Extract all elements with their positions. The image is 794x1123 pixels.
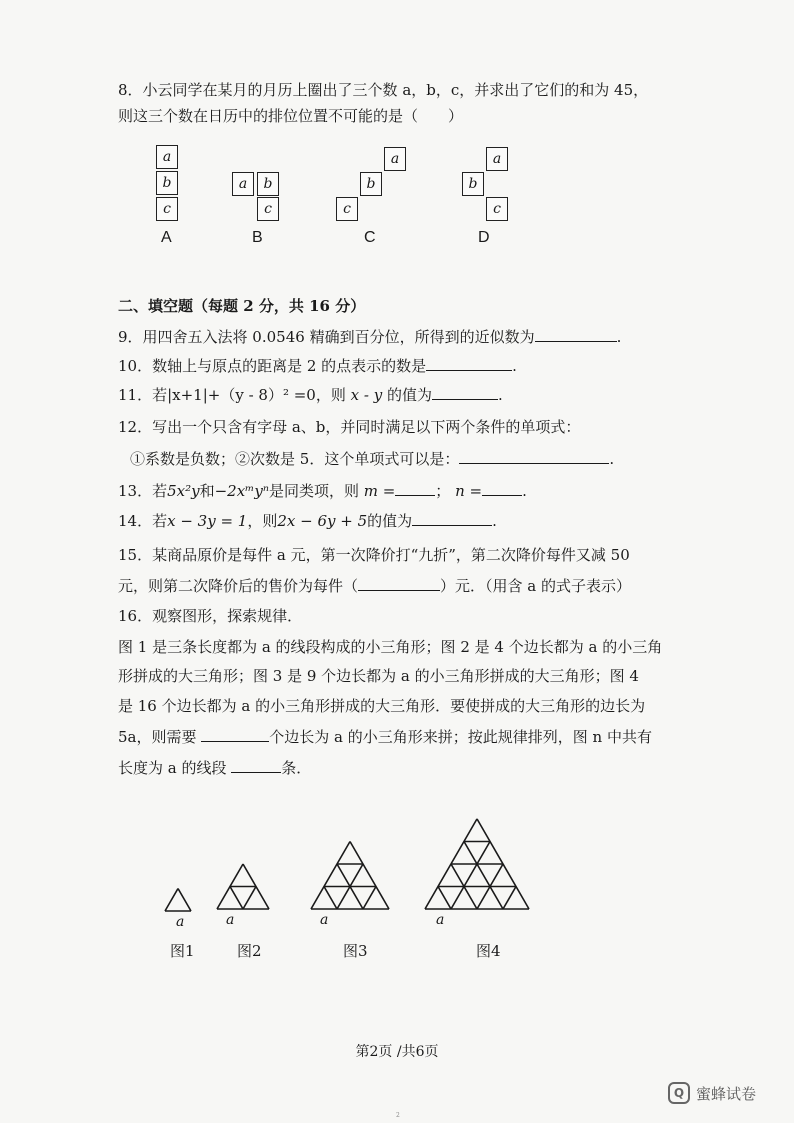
q16-line5 — [118, 758, 311, 778]
q11-post: 的值为 — [386, 386, 432, 404]
q15-line2 — [118, 576, 631, 596]
section-title: 二、填空题（每题 2 分，共 16 分） — [118, 297, 366, 315]
q11-answer-blank[interactable] — [432, 385, 498, 400]
watermark — [668, 1082, 756, 1104]
triangle-segment — [217, 864, 243, 909]
q13-sep: ； — [435, 482, 451, 500]
triangle-segment — [243, 864, 269, 909]
q13-end: . — [522, 482, 527, 500]
fig4-side-label: a — [436, 912, 445, 928]
q10-end: . — [512, 357, 517, 375]
q15-line2a: 元，则第二次降价后的售价为每件（ — [118, 577, 359, 595]
triangle-segment — [230, 887, 243, 910]
q8-line1: 8．小云同学在某月的月历上圈出了三个数 a，b，c，并求出了它们的和为 45， — [118, 81, 649, 99]
q9-end: . — [616, 328, 622, 346]
q16-line3: 是 16 个边长都为 a 的小三角形拼成的大三角形．要使拼成的大三角形的边长为 — [118, 697, 646, 715]
q15-answer-blank[interactable] — [358, 576, 440, 591]
q13-n-blank[interactable] — [482, 481, 522, 496]
q12-line2 — [130, 449, 614, 469]
box-c: c — [336, 197, 358, 221]
fig4-caption: 图4 — [476, 942, 501, 960]
q11-expr: x - y — [350, 386, 383, 404]
triangle-segment — [503, 887, 516, 910]
triangle-segment — [451, 842, 490, 910]
triangle-segment — [477, 864, 503, 909]
q16-line5b: 条． — [281, 759, 312, 777]
triangle-segment — [464, 842, 503, 910]
q15-line1: 15．某商品原价是每件 a 元，第一次降价打“九折”，第二次降价每件又减 50 — [118, 546, 630, 564]
q16-line2: 形拼成的大三角形；图 3 是 9 个边长都为 a 的小三角形拼成的大三角形；图 4 — [118, 667, 639, 685]
q16-blank1[interactable] — [201, 727, 269, 742]
triangle-segment — [324, 887, 337, 910]
box-a: a — [156, 145, 178, 169]
q13-m-label: m = — [363, 482, 396, 500]
q11 — [118, 385, 503, 405]
box-b: b — [462, 172, 484, 196]
triangle-segment — [363, 887, 376, 910]
q16-line4a: 5a，则需要 — [118, 728, 197, 746]
fig3-side-label: a — [320, 912, 329, 928]
q14-mid: ，则 — [247, 512, 278, 530]
q13-expr2: −2xᵐyⁿ — [214, 482, 269, 500]
fig1-caption: 图1 — [170, 942, 195, 960]
triangle-segment — [425, 819, 477, 909]
box-c: c — [486, 197, 508, 221]
fig2-side-label: a — [226, 912, 235, 928]
q14-post: 的值为 — [367, 512, 413, 530]
q14 — [118, 511, 497, 531]
box-c: c — [257, 197, 279, 221]
q16-line4b: 个边长为 a 的小三角形来拼；按此规律排列，图 n 中共有 — [269, 728, 652, 746]
box-b: b — [257, 172, 279, 196]
q12-end: . — [609, 450, 615, 468]
q13-expr1: 5x²y — [167, 482, 200, 500]
box-c: c — [156, 197, 178, 221]
triangle-segment — [438, 887, 451, 910]
triangle-segment — [350, 842, 389, 910]
q14-pre: 14．若 — [118, 512, 168, 530]
q13-mid: 和 — [199, 482, 215, 500]
triangle-segment — [311, 842, 350, 910]
triangle-segment — [451, 864, 477, 909]
triangle-segment — [165, 889, 178, 912]
fig3-caption: 图3 — [343, 942, 368, 960]
q8-option-a-label[interactable]: A — [161, 229, 172, 246]
fig2-caption: 图2 — [237, 942, 262, 960]
tiny-mark: 2 — [396, 1112, 400, 1119]
watermark-text: 蜜蜂试卷 — [696, 1084, 757, 1103]
q9-text: 9．用四舍五入法将 0.0546 精确到百分位，所得到的近似数为 — [118, 328, 535, 346]
q11-pre: 11．若|x+1|+（y - 8）² =0，则 — [118, 386, 346, 404]
q16-blank2[interactable] — [231, 758, 281, 773]
q13-m-blank[interactable] — [395, 481, 435, 496]
q9 — [118, 327, 621, 347]
box-a: a — [384, 147, 406, 171]
triangle-segment — [477, 819, 529, 909]
q16-line4 — [118, 727, 652, 747]
q9-answer-blank[interactable] — [535, 327, 617, 342]
q14-expr2: 2x − 6y + 5 — [277, 512, 368, 530]
q16-line5a: 长度为 a 的线段 — [118, 759, 227, 777]
q11-end: . — [497, 386, 503, 404]
q14-end: . — [492, 512, 497, 530]
box-b: b — [156, 171, 178, 195]
q13-post: 是同类项，则 — [268, 482, 359, 500]
q15-line2b: ）元．（用含 a 的式子表示） — [440, 577, 631, 595]
triangle-segment — [178, 889, 191, 912]
triangle-segment — [337, 864, 363, 909]
q8-option-b-label[interactable]: B — [252, 229, 263, 246]
q10-text: 10．数轴上与原点的距离是 2 的点表示的数是 — [118, 357, 427, 375]
q13 — [118, 481, 527, 501]
q12-text: ①系数是负数；②次数是 5．这个单项式可以是： — [130, 450, 460, 468]
page-footer: 第2页 /共6页 — [355, 1044, 439, 1060]
triangle-segment — [243, 887, 256, 910]
q8-line2: 则这三个数在日历中的排位位置不可能的是（ ） — [118, 107, 464, 125]
box-b: b — [360, 172, 382, 196]
q14-expr1: x − 3y = 1 — [167, 512, 248, 530]
q14-answer-blank[interactable] — [412, 511, 492, 526]
q12-line1: 12．写出一个只含有字母 a、b，并同时满足以下两个条件的单项式： — [118, 418, 581, 436]
q10 — [118, 356, 517, 376]
q8-option-c-label[interactable]: C — [364, 229, 376, 246]
q13-pre: 13．若 — [118, 482, 168, 500]
triangle-segment — [337, 864, 363, 909]
q12-answer-blank[interactable] — [459, 449, 609, 464]
box-a: a — [232, 172, 254, 196]
q13-n-label: n = — [455, 482, 483, 500]
q8-option-d-label[interactable]: D — [478, 229, 490, 246]
q16-title: 16．观察图形，探索规律． — [118, 607, 303, 625]
q10-answer-blank[interactable] — [426, 356, 512, 371]
fig1-side-label: a — [176, 914, 185, 930]
bee-logo-icon: Q — [668, 1082, 690, 1104]
q16-line1: 图 1 是三条长度都为 a 的线段构成的小三角形；图 2 是 4 个边长都为 a 的小三角 — [118, 638, 663, 656]
box-a: a — [486, 147, 508, 171]
